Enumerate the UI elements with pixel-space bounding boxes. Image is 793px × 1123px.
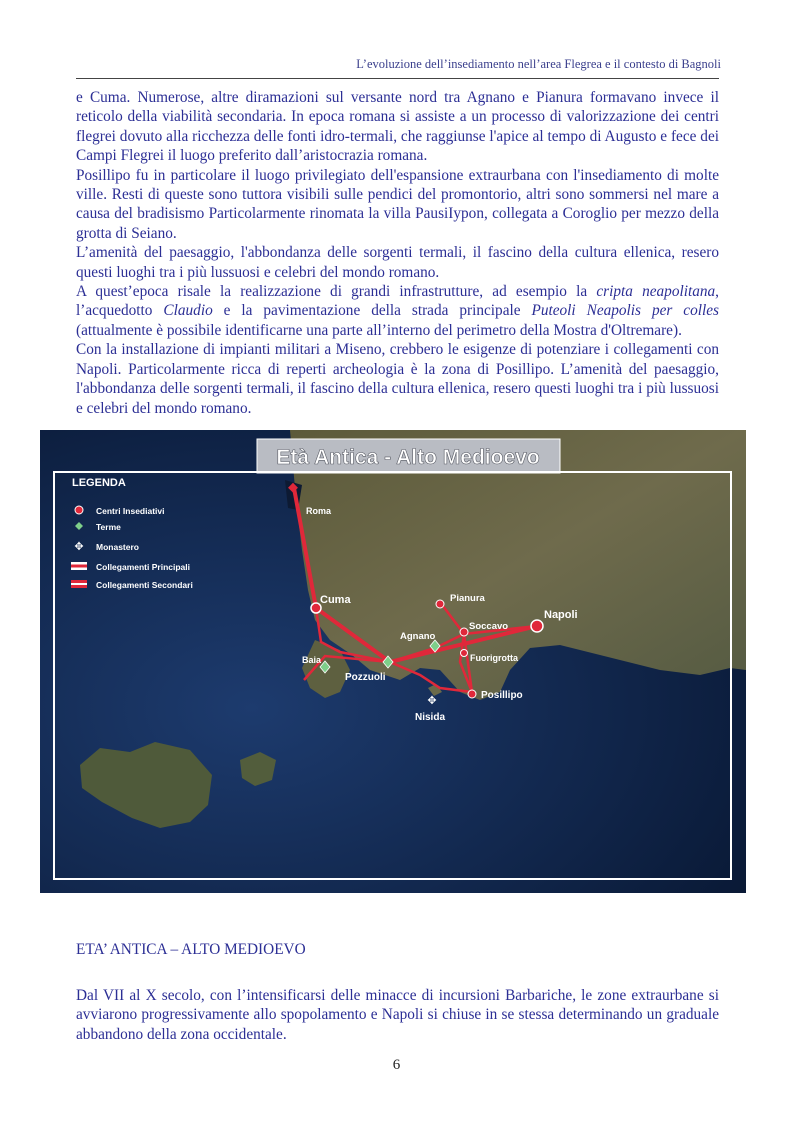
paragraph-amenita: L’amenità del paesaggio, l'abbondanza delle sorgenti termali, il fascino della cultura ellenica, resero questi luoghi tra i più lussuosi e celebri del mondo romano. <box>76 244 719 281</box>
legend-settlement-label: Centri Insediativi <box>96 506 165 516</box>
legend-main-route-label: Collegamenti Principali <box>96 562 190 572</box>
satellite-map <box>40 430 746 893</box>
label-napoli: Napoli <box>544 609 578 621</box>
section-title: ETA’ ANTICA – ALTO MEDIOEVO <box>76 941 306 958</box>
infra-mid2: e la pavimentazione della strada principale <box>212 302 532 320</box>
marker-soccavo <box>460 628 468 636</box>
map-svg <box>40 430 746 893</box>
label-fuorigrotta: Fuorigrotta <box>470 653 518 663</box>
legend-monastery-symbol: ✥ <box>74 541 84 553</box>
page-number: 6 <box>392 1057 401 1073</box>
label-pozzuoli: Pozzuoli <box>345 672 386 683</box>
legend-settlement-symbol <box>75 506 83 514</box>
header-rule <box>76 78 719 79</box>
label-soccavo: Soccavo <box>469 621 509 632</box>
infra-intro: A quest’epoca risale la realizzazione di grandi infrastrutture, ad esempio la <box>76 283 597 301</box>
body-text <box>76 88 719 418</box>
map-title: Età Antica - Alto Medioevo <box>276 446 540 469</box>
paragraph-viabilita: e Cuma. Numerose, altre diramazioni sul versante nord tra Agnano e Pianura formavano invece il reticolo della viabilità secondaria. In epoca romana si assiste a un processo di valorizzazione dei centri flegrei dovuto alla ricchezza delle fonti idro-termali, che raggiunse l'apice al tempo di Augusto e fece dei Campi Flegrei il luogo preferito dall’aristocrazia romana. <box>76 89 719 165</box>
infra-puteoli: Puteoli Neapolis per colles <box>531 302 719 320</box>
marker-nisida-monastery: ✥ <box>427 695 437 707</box>
label-roma: Roma <box>306 506 332 516</box>
marker-posillipo <box>468 690 476 698</box>
paragraph-posillipo: Posillipo fu in particolare il luogo privilegiato dell'espansione extraurbana con l'insediamento di molte ville. Resti di queste sono tuttora visibili sulle pendici del promontorio, altri sono sommersi nel mare a causa del bradisismo Particolarmente rinomata la villa PausiIypon, collegata a Coroglio per mezzo della grotta di Seiano. <box>76 166 719 242</box>
running-header: L’evoluzione dell’insediamento nell’area Flegrea e il contesto di Bagnoli <box>356 57 721 71</box>
legend-secondary-route-label: Collegamenti Secondari <box>96 580 193 590</box>
legend-terme-label: Terme <box>96 522 121 532</box>
label-posillipo: Posillipo <box>481 690 523 701</box>
label-nisida: Nisida <box>415 712 446 723</box>
paragraph-miseno: Con la installazione di impianti militari a Miseno, crebbero le esigenze di potenziare i collegamenti con Napoli. Particolarmente ricca di reperti archeologia è la zona di Posillipo. L’amenità del paesaggio, l'abbondanza delle sorgenti termali, il fascino della cultura ellenica, resero questi luoghi tra i più lussuosi e celebri del mondo romano. <box>76 341 719 417</box>
label-cuma: Cuma <box>320 594 351 606</box>
closing-paragraph: Dal VII al X secolo, con l’intensificarsi delle minacce di incursioni Barbariche, le zone extraurbane si avviarono progressivamente allo spopolamento e Napoli si chiuse in se stessa determinando un graduale abbandono della zona occidentale. <box>76 987 719 1043</box>
label-pianura: Pianura <box>450 593 485 604</box>
legend-heading: LEGENDA <box>72 477 126 489</box>
label-agnano: Agnano <box>400 631 436 642</box>
infra-cripta: cripta neapolitana <box>596 283 716 301</box>
paragraph-infrastrutture <box>76 282 719 340</box>
infra-claudio: Claudio <box>163 302 213 320</box>
marker-fuorigrotta <box>461 650 468 657</box>
legend-monastery-label: Monastero <box>96 542 139 552</box>
infra-outro: (attualmente è possibile identificarne una parte all’interno del perimetro della Mostra d'Oltremare). <box>76 321 682 339</box>
marker-pianura <box>436 600 444 608</box>
label-baia: Baia <box>302 655 322 665</box>
marker-napoli <box>531 620 543 632</box>
infra-mid1: , l’acquedotto <box>76 283 719 320</box>
